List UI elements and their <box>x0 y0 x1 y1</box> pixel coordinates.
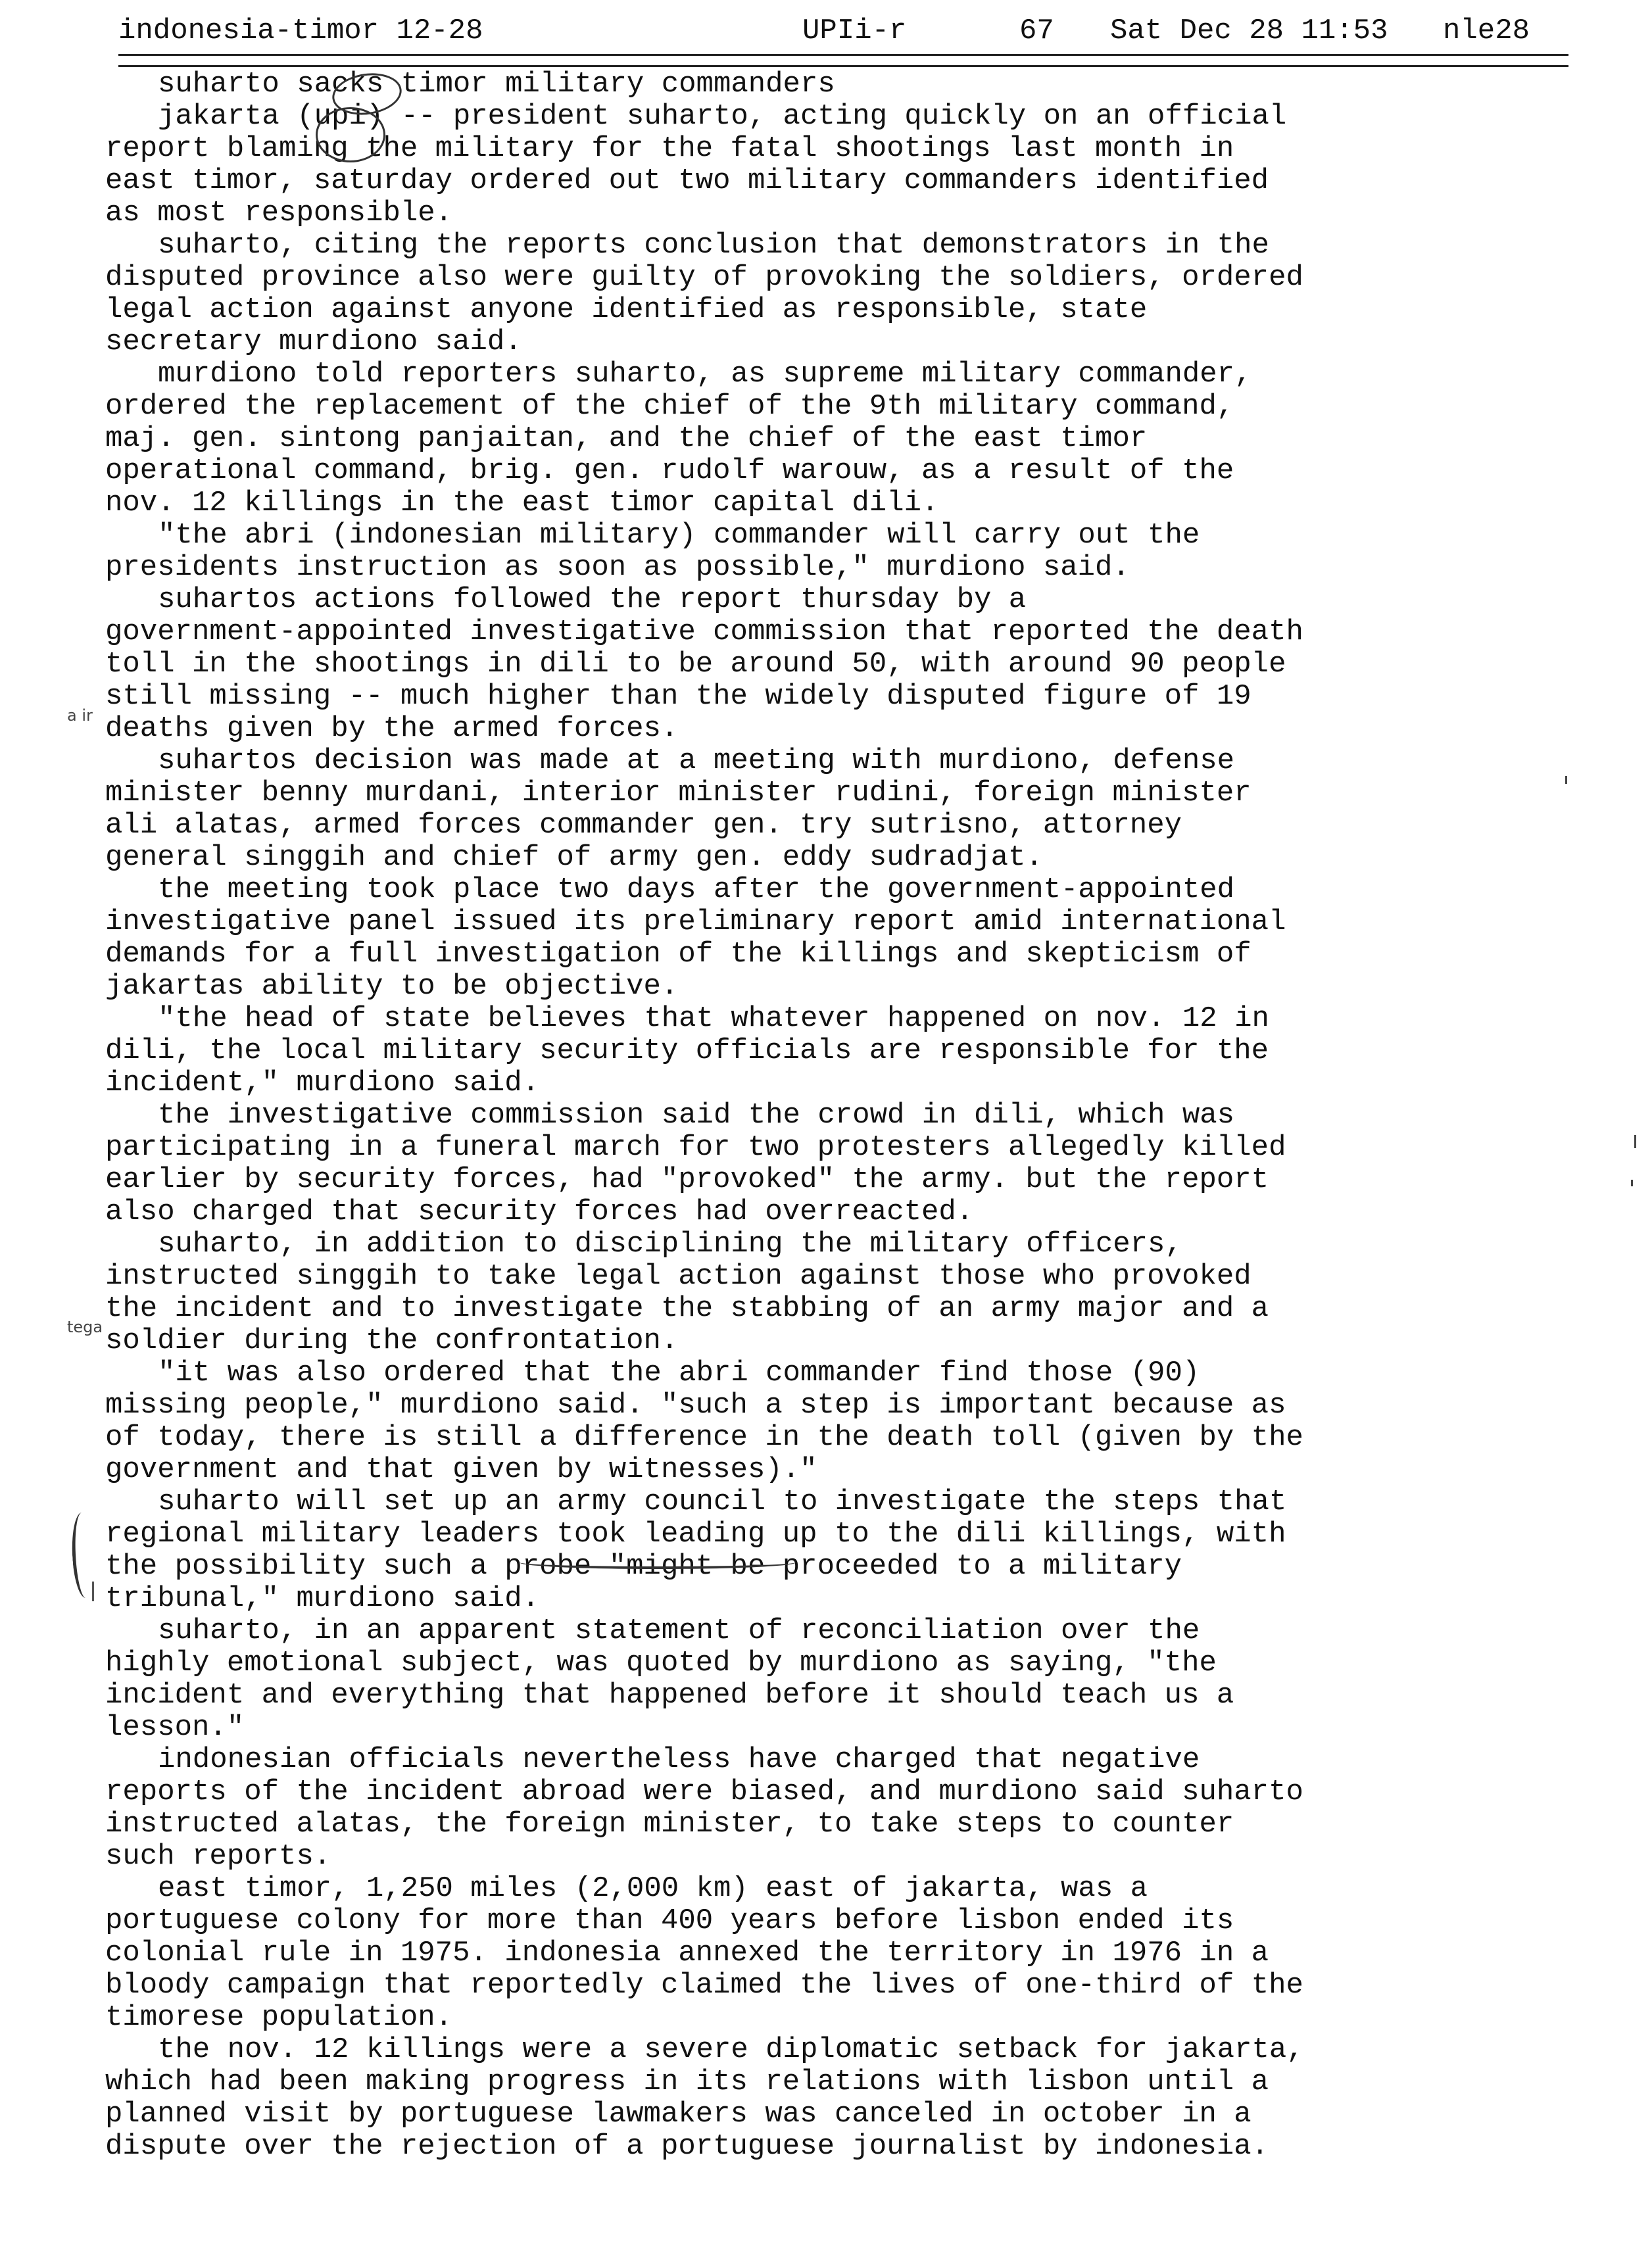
story-line: soldier during the confrontation. <box>105 1324 679 1357</box>
story-line: east timor, saturday ordered out two military commanders identified <box>105 164 1269 197</box>
story-line: missing people," murdiono said. "such a step is important because as <box>105 1389 1286 1422</box>
story-line: bloody campaign that reportedly claimed the lives of one-third of the <box>105 1969 1303 2002</box>
story-line: tribunal," murdiono said. <box>105 1582 540 1615</box>
story-line: the possibility such a probe "might be proceeded to a military <box>105 1550 1182 1583</box>
story-line: "it was also ordered that the abri commander find those (90) <box>158 1357 1200 1390</box>
story-line: ali alatas, armed forces commander gen. try sutrisno, attorney <box>105 809 1182 842</box>
wire-service: UPIi-r <box>802 14 907 47</box>
story-line: minister benny murdani, interior minister rudini, foreign minister <box>105 777 1251 810</box>
story-line: legal action against anyone identified as responsible, state <box>105 293 1148 326</box>
story-line: suharto will set up an army council to investigate the steps that <box>158 1486 1287 1518</box>
story-line: dispute over the rejection of a portuguese journalist by indonesia. <box>105 2130 1269 2163</box>
story-line: report blaming the military for the fatal shootings last month in <box>105 132 1234 165</box>
story-line: suharto, in addition to disciplining the military officers, <box>158 1228 1182 1261</box>
story-line: jakartas ability to be objective. <box>105 970 679 1003</box>
story-line: reports of the incident abroad were biased, and murdiono said suharto <box>105 1776 1303 1808</box>
story-line: as most responsible. <box>105 197 453 230</box>
ink-speck <box>1631 1180 1633 1186</box>
story-line: earlier by security forces, had "provoked" the army. but the report <box>105 1163 1269 1196</box>
story-line: deaths given by the armed forces. <box>105 712 679 745</box>
story-line: government and that given by witnesses)." <box>105 1453 817 1486</box>
story-line: the meeting took place two days after the government-appointed <box>158 873 1235 906</box>
story-body <box>105 68 1552 2163</box>
story-line: which had been making progress in its relations with lisbon until a <box>105 2066 1269 2098</box>
story-line: still missing -- much higher than the widely disputed figure of 19 <box>105 680 1251 713</box>
story-line: suhartos decision was made at a meeting with murdiono, defense <box>158 744 1235 777</box>
story-line: maj. gen. sintong panjaitan, and the chief of the east timor <box>105 422 1148 455</box>
ink-speck <box>1565 776 1567 784</box>
margin-tick <box>92 1582 98 1601</box>
story-line: incident," murdiono said. <box>105 1067 540 1100</box>
story-line: such reports. <box>105 1840 331 1873</box>
story-line: lesson." <box>105 1711 245 1744</box>
story-line: indonesian officials nevertheless have charged that negative <box>158 1743 1200 1776</box>
header-rule <box>118 54 1568 67</box>
story-slug: indonesia-timor 12-28 <box>118 14 483 47</box>
story-line: portuguese colony for more than 400 years before lisbon ended its <box>105 1904 1234 1937</box>
story-line: the incident and to investigate the stabbing of an army major and a <box>105 1292 1269 1325</box>
story-line: "the head of state believes that whatever happened on nov. 12 in <box>158 1002 1269 1035</box>
story-line: presidents instruction as soon as possible," murdiono said. <box>105 551 1130 584</box>
story-line: "the abri (indonesian military) commander will carry out the <box>158 519 1200 552</box>
margin-note: tega <box>67 1318 103 1336</box>
story-line: murdiono told reporters suharto, as supreme military commander, <box>158 358 1252 391</box>
story-line: operational command, brig. gen. rudolf warouw, as a result of the <box>105 454 1234 487</box>
story-line: highly emotional subject, was quoted by murdiono as saying, "the <box>105 1647 1217 1680</box>
story-line: planned visit by portuguese lawmakers was canceled in october in a <box>105 2098 1251 2131</box>
ink-speck <box>1634 1135 1636 1148</box>
story-line: toll in the shootings in dili to be around 50, with around 90 people <box>105 648 1286 681</box>
timestamp: Sat Dec 28 11:53 <box>1110 14 1388 47</box>
story-line: suharto, in an apparent statement of reconciliation over the <box>158 1614 1200 1647</box>
story-line: instructed singgih to take legal action against those who provoked <box>105 1260 1251 1293</box>
handwritten-underline <box>520 1556 796 1569</box>
sequence-number: 67 <box>1019 14 1054 47</box>
story-line: also charged that security forces had overreacted. <box>105 1196 974 1228</box>
story-line: suharto, citing the reports conclusion that demonstrators in the <box>158 229 1269 262</box>
story-line: demands for a full investigation of the killings and skepticism of <box>105 938 1251 971</box>
story-line: timorese population. <box>105 2001 453 2034</box>
desk-code: nle28 <box>1443 14 1530 47</box>
story-line: secretary murdiono said. <box>105 326 522 358</box>
story-line: nov. 12 killings in the east timor capital dili. <box>105 487 939 520</box>
wire-header <box>118 9 1565 53</box>
story-line: disputed province also were guilty of provoking the soldiers, ordered <box>105 261 1303 294</box>
story-line: the nov. 12 killings were a severe diplomatic setback for jakarta, <box>158 2033 1304 2066</box>
story-line: regional military leaders took leading up to the dili killings, with <box>105 1518 1286 1551</box>
story-line: investigative panel issued its preliminary report amid international <box>105 906 1286 938</box>
story-line: general singgih and chief of army gen. eddy sudradjat. <box>105 841 1043 874</box>
story-line: participating in a funeral march for two protesters allegedly killed <box>105 1131 1286 1164</box>
story-line: jakarta (upi) -- president suharto, acting quickly on an official <box>158 100 1287 133</box>
story-line: incident and everything that happened before it should teach us a <box>105 1679 1234 1712</box>
story-line: east timor, 1,250 miles (2,000 km) east of jakarta, was a <box>158 1872 1148 1905</box>
headline: suharto sacks timor military commanders <box>158 68 835 101</box>
story-line: dili, the local military security officials are responsible for the <box>105 1034 1269 1067</box>
story-line: suhartos actions followed the report thursday by a <box>158 583 1027 616</box>
story-line: ordered the replacement of the chief of the 9th military command, <box>105 390 1234 423</box>
story-line: of today, there is still a difference in the death toll (given by the <box>105 1421 1303 1454</box>
story-line: colonial rule in 1975. indonesia annexed the territory in 1976 in a <box>105 1937 1269 1970</box>
story-line: instructed alatas, the foreign minister, to take steps to counter <box>105 1808 1234 1841</box>
story-line: the investigative commission said the crowd in dili, which was <box>158 1099 1235 1132</box>
story-line: government-appointed investigative commission that reported the death <box>105 616 1303 648</box>
margin-note: a ir <box>67 706 93 725</box>
